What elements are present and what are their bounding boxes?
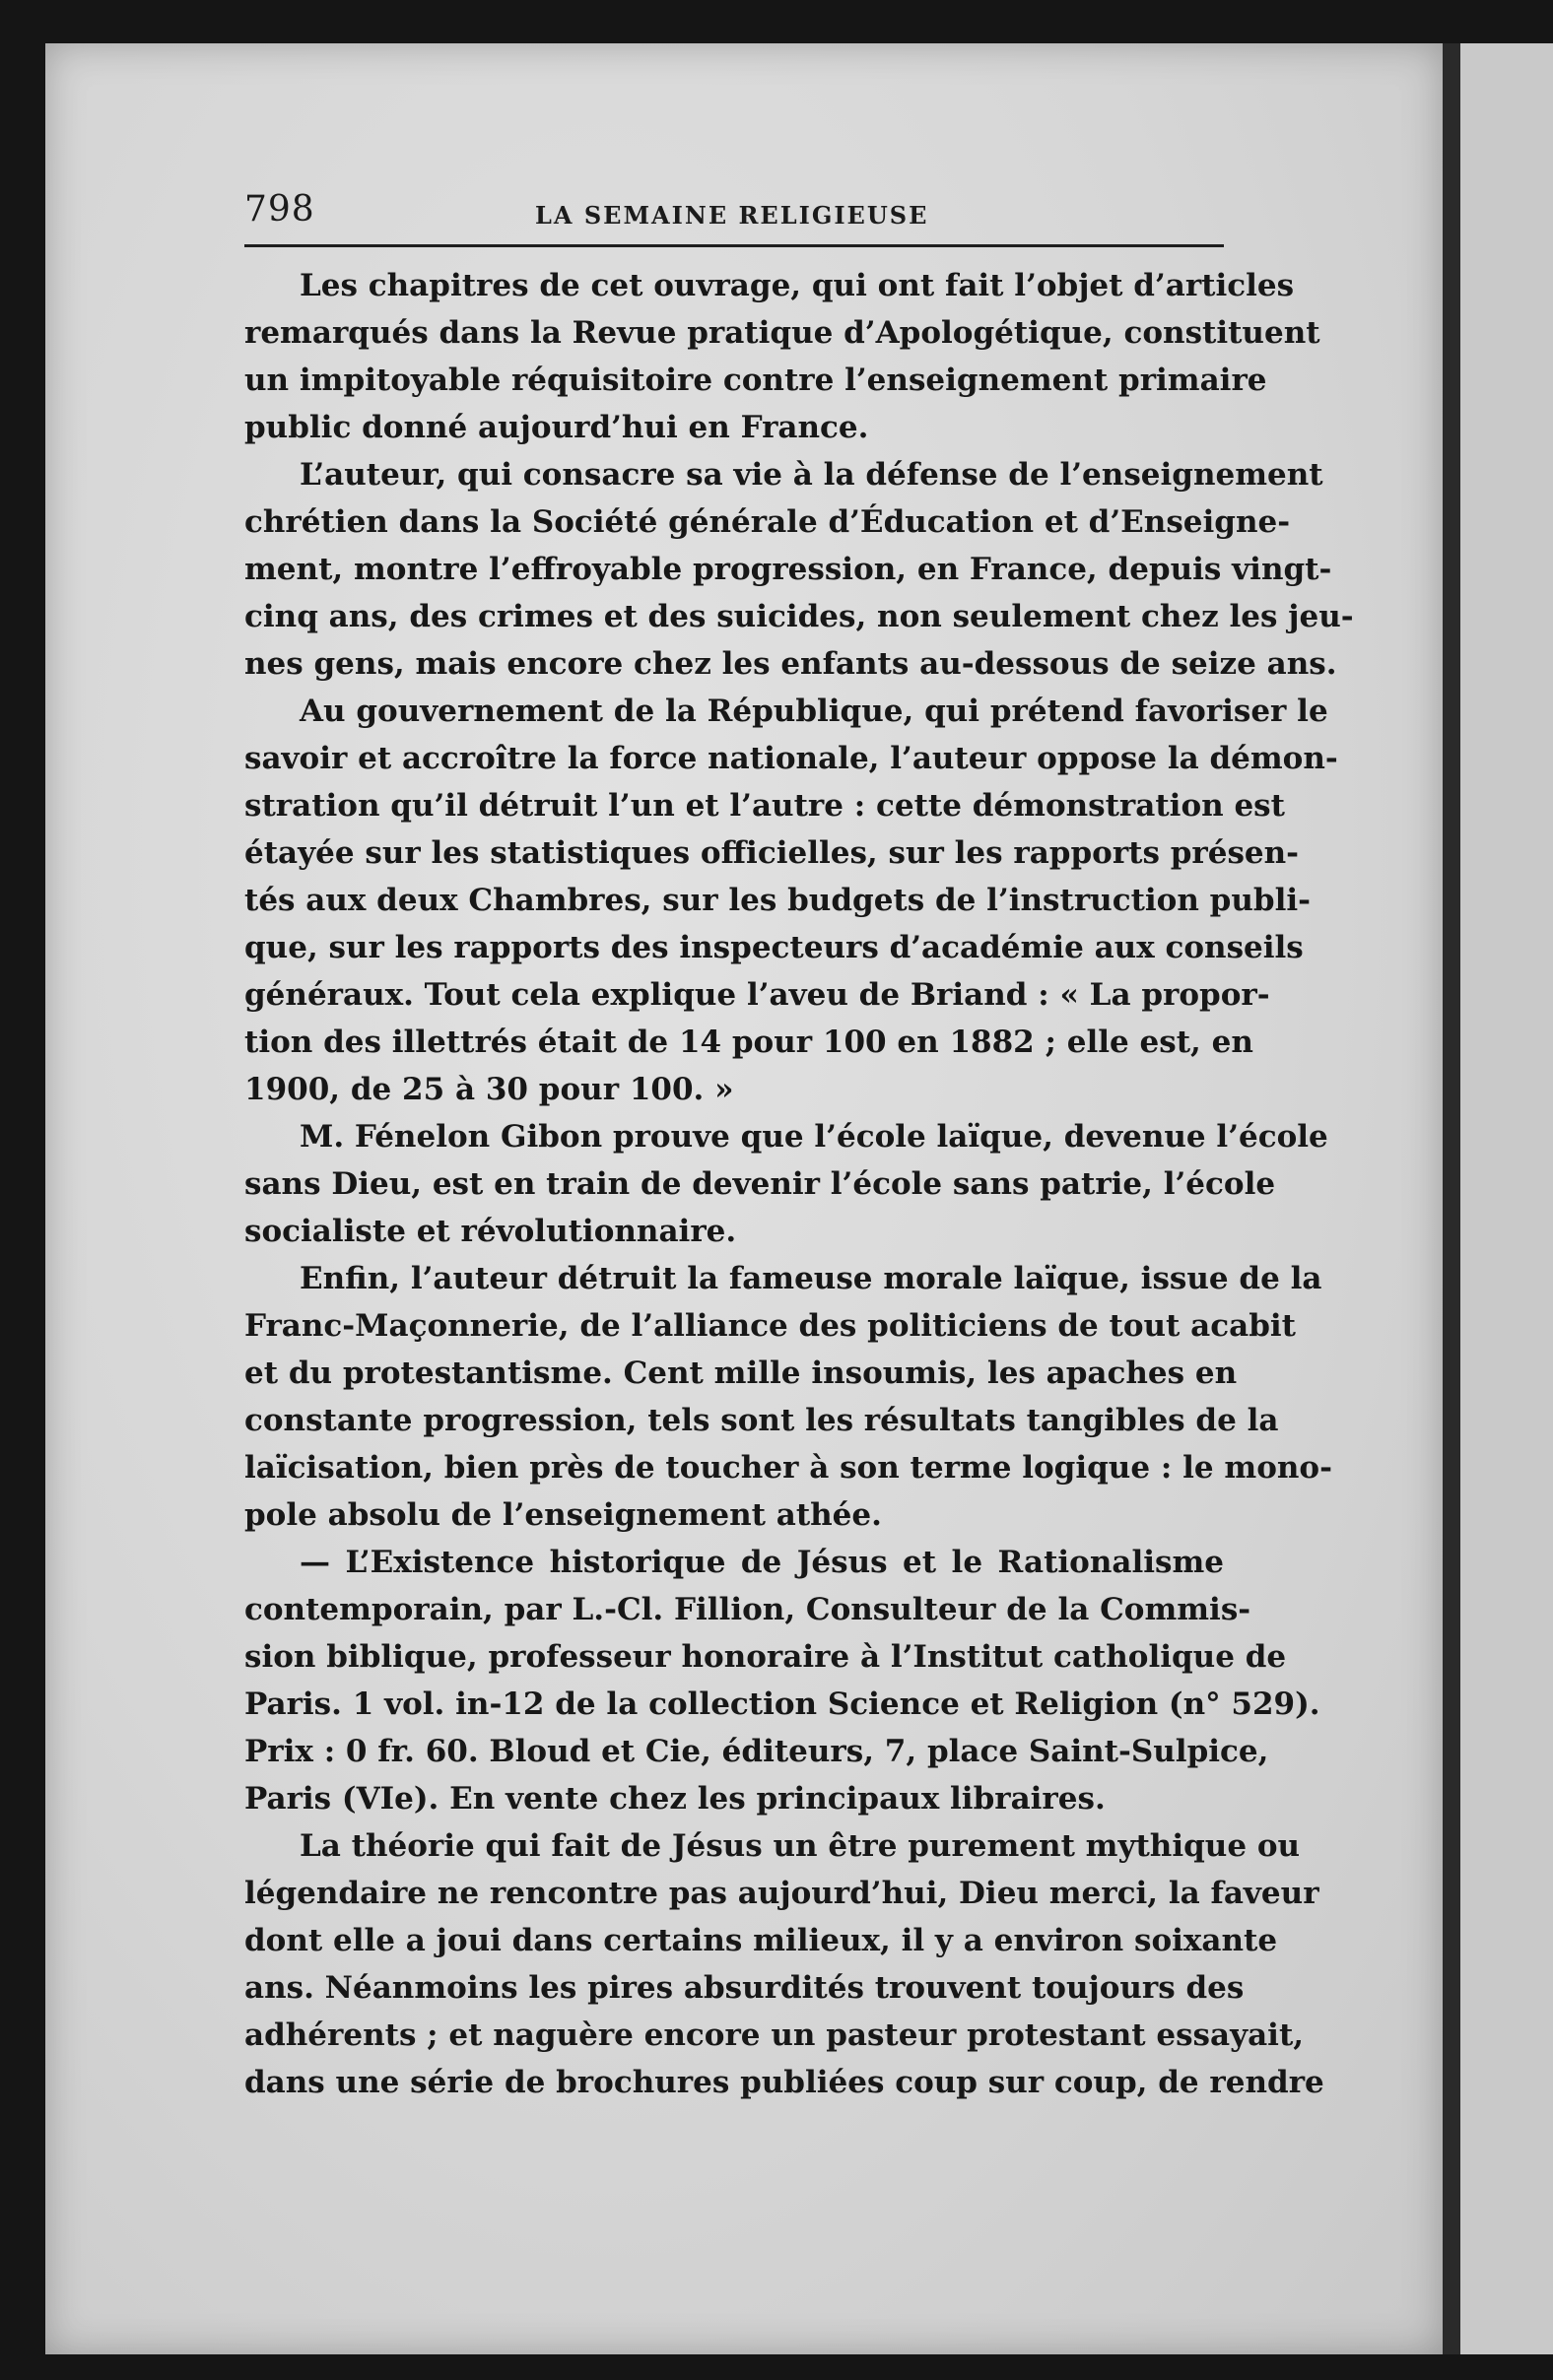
text-line: dans une série de brochures publiées coup sur coup, de rendre <box>244 2065 1324 2100</box>
text-line: un impitoyable réquisitoire contre l’enseignement primaire <box>244 363 1267 398</box>
text-line: remarqués dans la Revue pratique d’Apologétique, constituent <box>244 315 1320 351</box>
text-line: stration qu’il détruit l’un et l’autre : cette démonstration est <box>244 788 1285 824</box>
text-line: Prix : 0 fr. 60. Bloud et Cie, éditeurs, 7, place Saint-Sulpice, <box>244 1734 1269 1769</box>
text-line: dont elle a joui dans certains milieux, il y a environ soixante <box>244 1923 1278 1958</box>
next-page-edge <box>1460 43 1553 2354</box>
text-line: nes gens, mais encore chez les enfants au-dessous de seize ans. <box>244 646 1337 682</box>
text-line: ans. Néanmoins les pires absurdités trouvent toujours des <box>244 1970 1245 2006</box>
text-line: ment, montre l’effroyable progression, en France, depuis vingt- <box>244 552 1332 587</box>
text-line: chrétien dans la Société générale d’Éducation et d’Enseigne- <box>244 504 1291 540</box>
text-line: Au gouvernement de la République, qui prétend favoriser le <box>300 694 1328 729</box>
text-line: cinq ans, des crimes et des suicides, non seulement chez les jeu- <box>244 599 1354 634</box>
text-line: — L’Existence historique de Jésus et le Rationalisme <box>300 1545 1224 1580</box>
text-line: Paris. 1 vol. in-12 de la collection Science et Religion (n° 529). <box>244 1686 1320 1722</box>
text-line: tion des illettrés était de 14 pour 100 en 1882 ; elle est, en <box>244 1025 1253 1060</box>
running-title: LA SEMAINE RELIGIEUSE <box>535 201 929 230</box>
text-line: Paris (VIe). En vente chez les principaux libraires. <box>244 1781 1106 1817</box>
text-line: Franc-Maçonnerie, de l’alliance des politiciens de tout acabit <box>244 1308 1296 1344</box>
text-line: tés aux deux Chambres, sur les budgets de l’instruction publi- <box>244 883 1311 918</box>
page-header <box>200 189 1225 234</box>
text-line: contemporain, par L.-Cl. Fillion, Consulteur de la Commis- <box>244 1592 1251 1627</box>
header-rule <box>244 244 1224 247</box>
text-line: socialiste et révolutionnaire. <box>244 1214 737 1249</box>
text-line: 1900, de 25 à 30 pour 100. » <box>244 1072 734 1107</box>
body-text <box>244 262 1354 2106</box>
text-line: laïcisation, bien près de toucher à son terme logique : le mono- <box>244 1450 1332 1486</box>
text-line: sion biblique, professeur honoraire à l’Institut catholique de <box>244 1639 1287 1675</box>
text-line: constante progression, tels sont les résultats tangibles de la <box>244 1403 1279 1438</box>
text-line: que, sur les rapports des inspecteurs d’académie aux conseils <box>244 930 1304 965</box>
text-line: Les chapitres de cet ouvrage, qui ont fait l’objet d’articles <box>300 268 1295 303</box>
page-number: 798 <box>244 189 315 230</box>
text-line: savoir et accroître la force nationale, l’auteur oppose la démon- <box>244 741 1338 776</box>
text-line: Enfin, l’auteur détruit la fameuse morale laïque, issue de la <box>300 1261 1322 1296</box>
text-line: et du protestantisme. Cent mille insoumis, les apaches en <box>244 1355 1238 1391</box>
text-line: étayée sur les statistiques officielles, sur les rapports présen- <box>244 835 1300 871</box>
text-line: légendaire ne rencontre pas aujourd’hui, Dieu merci, la faveur <box>244 1876 1319 1911</box>
text-line: adhérents ; et naguère encore un pasteur protestant essayait, <box>244 2017 1305 2053</box>
text-line: L’auteur, qui consacre sa vie à la défense de l’enseignement <box>300 457 1323 493</box>
text-line: public donné aujourd’hui en France. <box>244 410 869 445</box>
text-line: sans Dieu, est en train de devenir l’école sans patrie, l’école <box>244 1166 1276 1202</box>
text-line: M. Fénelon Gibon prouve que l’école laïque, devenue l’école <box>300 1119 1328 1155</box>
text-line: La théorie qui fait de Jésus un être purement mythique ou <box>300 1828 1301 1864</box>
text-line: généraux. Tout cela explique l’aveu de Briand : « La propor- <box>244 977 1270 1013</box>
page-gutter <box>1443 43 1460 2354</box>
text-line: pole absolu de l’enseignement athée. <box>244 1497 882 1533</box>
